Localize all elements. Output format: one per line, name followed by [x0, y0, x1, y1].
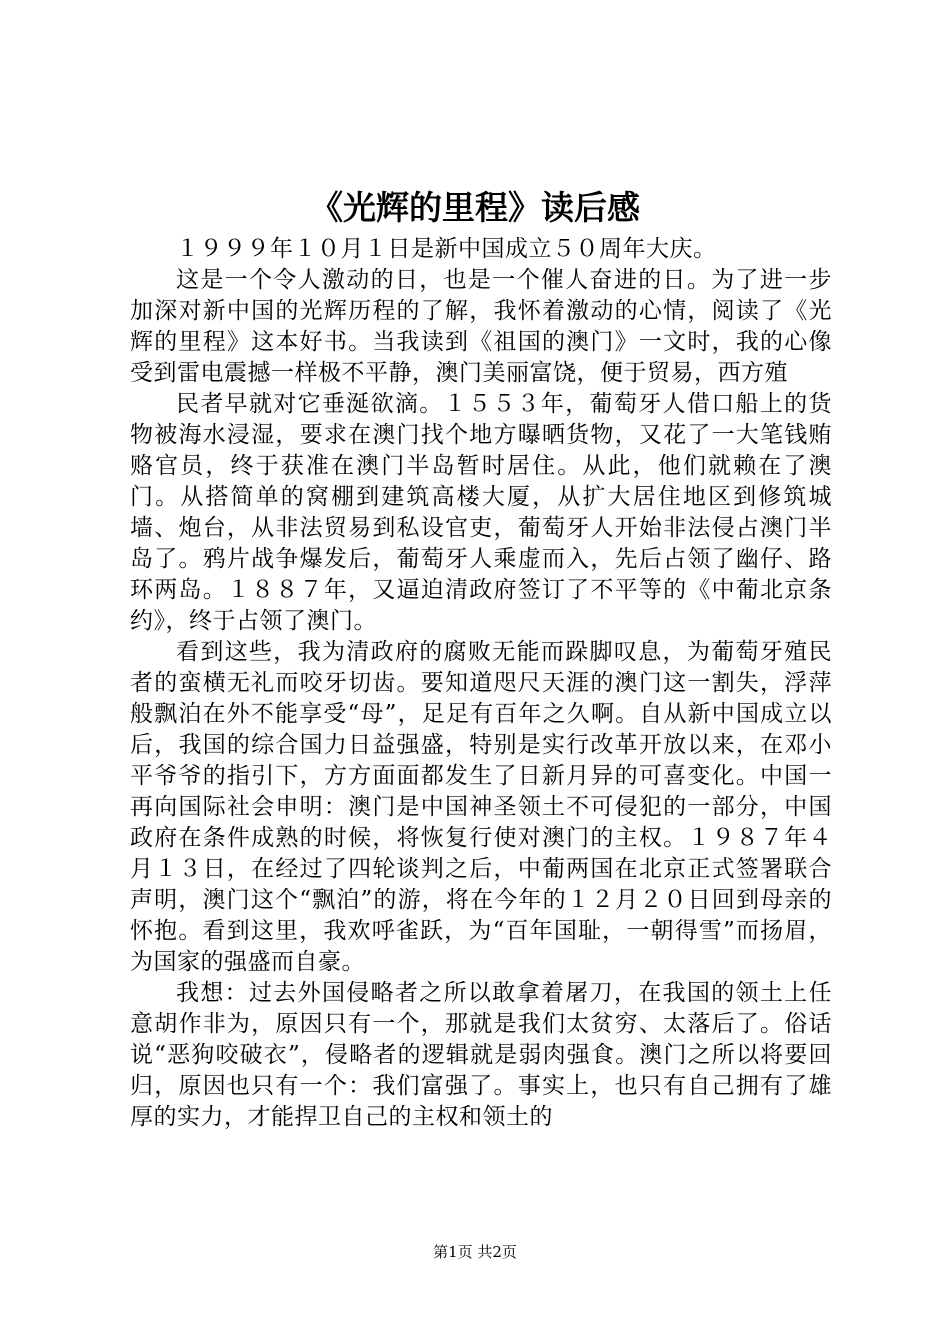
document-title: 《光辉的里程》读后感: [310, 188, 640, 227]
paragraph-1: １９９９年１０月１日是新中国成立５０周年大庆。: [176, 236, 717, 262]
paragraph-5: 我想：过去外国侵略者之所以敢拿着屠刀，在我国的领土上任意胡作非为，原因只有一个，那就是我们太贫穷、太落后了。俗话说“恶狗咬破衣”，侵略者的逻辑就是弱肉强食。澳门之所以将要回归，原因也只有一个：我们富强了。事实上，也只有自己拥有了雄厚的实力，才能捍卫自己的主权和领土的: [130, 980, 832, 1130]
paragraph-2: 这是一个令人激动的日，也是一个催人奋进的日。为了进一步加深对新中国的光辉历程的了解，我怀着激动的心情，阅读了《光辉的里程》这本好书。当我读到《祖国的澳门》一文时，我的心像受到雷电震撼一样极不平静，澳门美丽富饶，便于贸易，西方殖: [130, 267, 832, 386]
page-footer: 第1页 共2页: [433, 1243, 517, 1261]
document-body: [130, 234, 832, 1133]
paragraph-4: 看到这些，我为清政府的腐败无能而跺脚叹息，为葡萄牙殖民者的蛮横无礼而咬牙切齿。要知道咫尺天涯的澳门这一割失，浮萍般飘泊在外不能享受“母”，足足有百年之久啊。自从新中国成立以后，我国的综合国力日益强盛，特别是实行改革开放以来，在邓小平爷爷的指引下，方方面面都发生了日新月异的可喜变化。中国一再向国际社会申明：澳门是中国神圣领土不可侵犯的一部分，中国政府在条件成熟的时候，将恢复行使对澳门的主权。１９８７年４月１３日，在经过了四轮谈判之后，中葡两国在北京正式签署联合声明，澳门这个“飘泊”的游，将在今年的１２月２０日回到母亲的怀抱。看到这里，我欢呼雀跃，为“百年国耻，一朝得雪”而扬眉，为国家的强盛而自豪。: [130, 639, 832, 975]
paragraph-3: 民者早就对它垂涎欲滴。１５５３年，葡萄牙人借口船上的货物被海水浸湿，要求在澳门找个地方曝晒货物，又花了一大笔钱贿赂官员，终于获准在澳门半岛暂时居住。从此，他们就赖在了澳门。从搭简单的窝棚到建筑高楼大厦，从扩大居住地区到修筑城墙、炮台，从非法贸易到私设官吏，葡萄牙人开始非法侵占澳门半岛了。鸦片战争爆发后，葡萄牙人乘虚而入，先后占领了幽仔、路环两岛。１８８７年，又逼迫清政府签订了不平等的《中葡北京条约》，终于占领了澳门。: [130, 391, 832, 634]
